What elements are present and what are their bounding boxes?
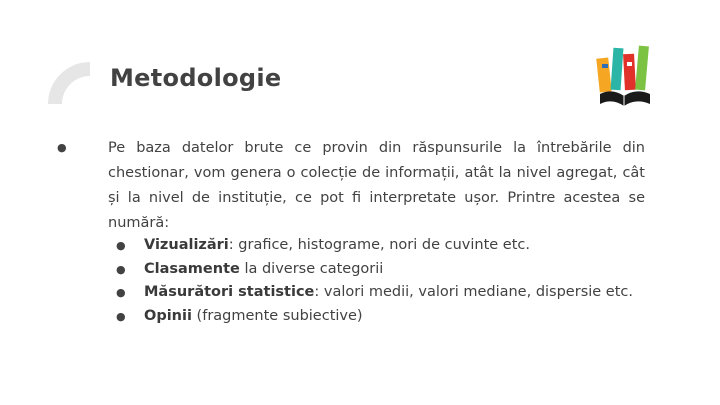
list-item-text bbox=[144, 281, 633, 305]
list-item-bold: Măsurători statistice bbox=[144, 284, 315, 300]
main-bullet bbox=[57, 136, 645, 236]
bullet-dot: ● bbox=[116, 309, 126, 323]
list-item-text bbox=[144, 305, 363, 329]
list-item bbox=[116, 305, 656, 329]
list-item-bold: Opinii bbox=[144, 307, 192, 324]
decorative-arc bbox=[48, 62, 90, 104]
bullet-dot: ● bbox=[116, 262, 126, 276]
bullet-dot: ● bbox=[116, 239, 126, 252]
bullet-dot: ● bbox=[116, 286, 126, 299]
list-item bbox=[116, 258, 656, 282]
list-item-rest: la diverse categorii bbox=[239, 260, 384, 277]
list-item bbox=[116, 234, 656, 258]
slide-title: Metodologie bbox=[110, 64, 282, 92]
list-item bbox=[116, 281, 656, 305]
list-item-rest: : grafice, histograme, nori de cuvinte etc. bbox=[228, 237, 530, 253]
main-bullet-text: Pe baza datelor brute ce provin din răspunsurile la întrebările din chestionar, vom genera o colecție de informații, atât la nivel agregat, cât și la nivel de instituție, ce pot fi interpretate ușor. Printre acestea se numără: bbox=[108, 140, 645, 231]
list-item-text bbox=[144, 234, 530, 258]
list-item-rest: : valori medii, valori mediane, dispersie etc. bbox=[314, 284, 633, 300]
list-item-rest: (fragmente subiective) bbox=[191, 307, 363, 324]
list-item-text bbox=[144, 258, 383, 282]
bullet-dot: ● bbox=[57, 141, 67, 154]
list-item-bold: Clasamente bbox=[144, 260, 240, 277]
sub-bullet-list bbox=[116, 234, 656, 328]
reading-book-logo-icon bbox=[596, 44, 652, 112]
list-item-bold: Vizualizări bbox=[144, 237, 229, 253]
